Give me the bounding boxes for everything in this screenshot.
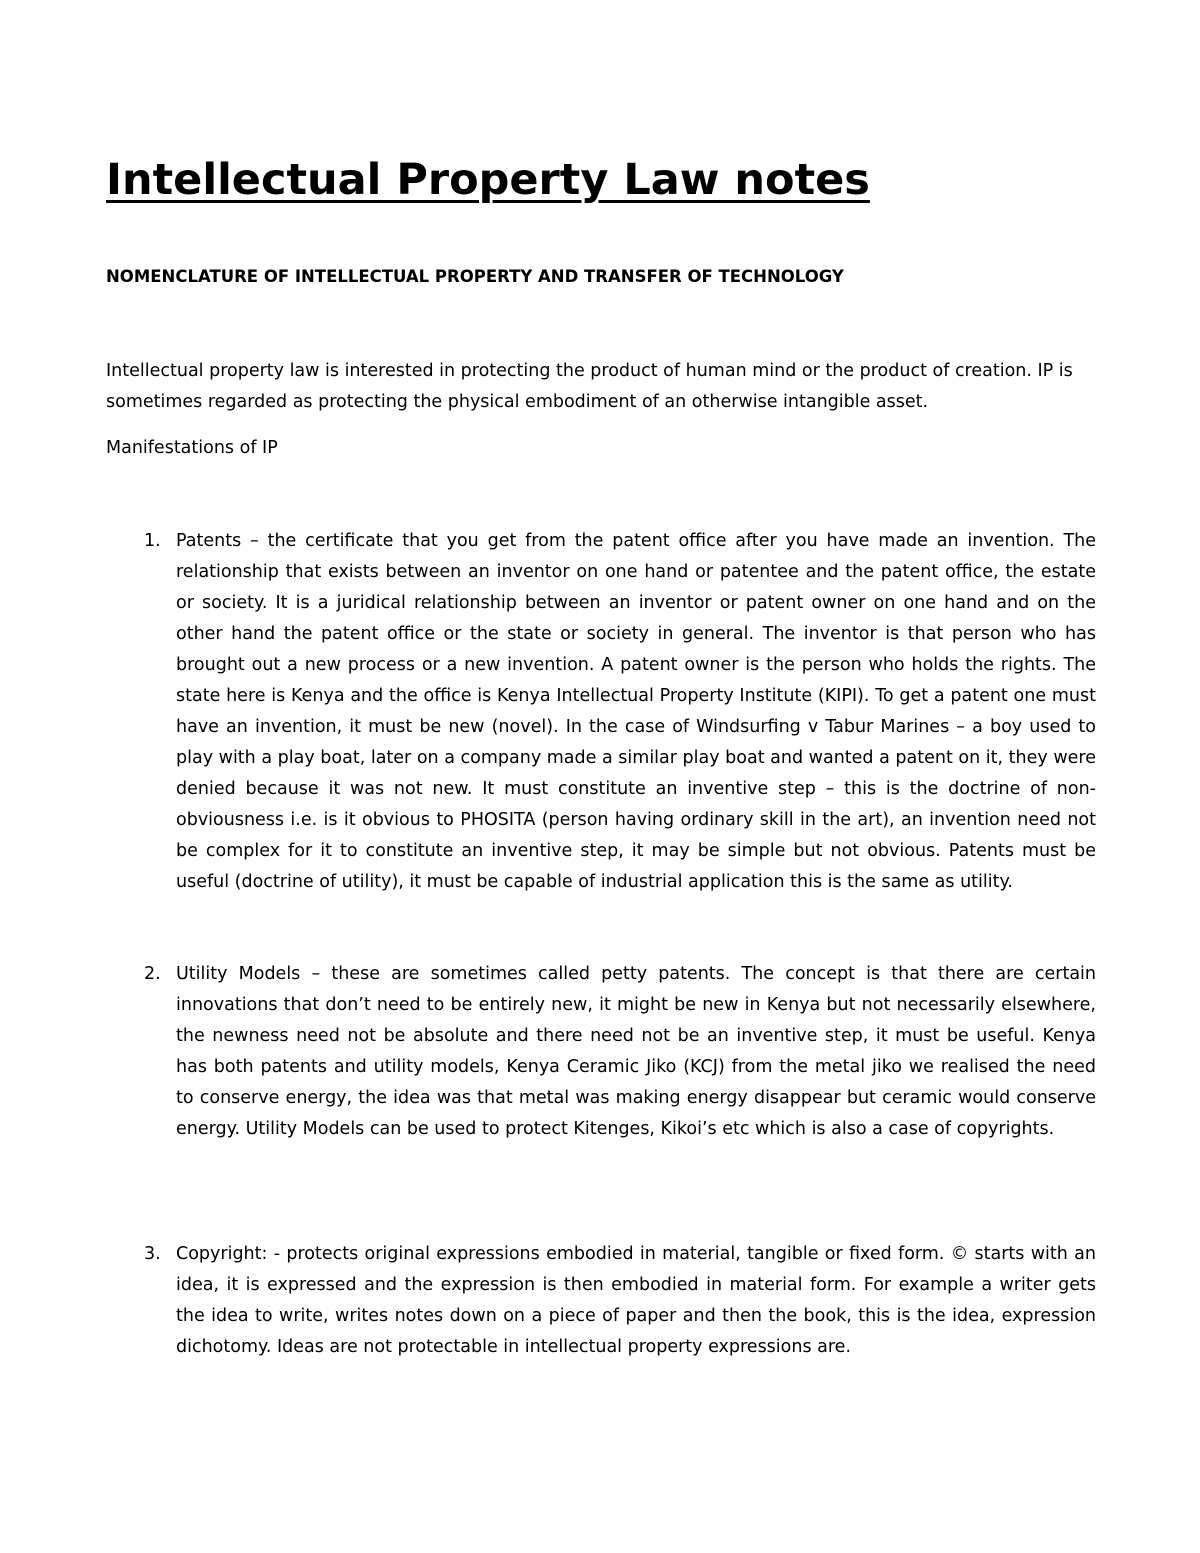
list-item-text: Copyright: - protects original expressions embodied in material, tangible or fixed form. © starts with an idea, it is expressed and the expression is then embodied in material form. For example a writer gets the idea to write, writes notes down on a piece of paper and then the book, this is the idea, expression dichotomy. Ideas are not protectable in intellectual property expressions are. (176, 1244, 1096, 1357)
intro-paragraph: Intellectual property law is interested in protecting the product of human mind or the product of creation. IP is sometimes regarded as protecting the physical embodiment of an otherwise intangible asset. (106, 361, 1073, 412)
list-item-number: 2. (144, 964, 161, 984)
document-page (106, 0, 1102, 1553)
list-item-text: Utility Models – these are sometimes called petty patents. The concept is that there are certain innovations that don’t need to be entirely new, it might be new in Kenya but not necessarily elsewhere, the newness need not be absolute and there need not be an inventive step, it must be useful. Kenya has both patents and utility models, Kenya Ceramic Jiko (KCJ) from the metal jiko we realised the need to conserve energy, the idea was that metal was making energy disappear but ceramic would conserve energy. Utility Models can be used to protect Kitenges, Kikoi’s etc which is also a case of copyrights. (176, 964, 1096, 1139)
list-item-number: 3. (144, 1244, 161, 1264)
document-title: Intellectual Property Law notes (106, 155, 870, 205)
manifestations-heading: Manifestations of IP (106, 438, 278, 458)
section-heading: NOMENCLATURE OF INTELLECTUAL PROPERTY AND TRANSFER OF TECHNOLOGY (106, 267, 844, 286)
list-item-number: 1. (144, 531, 161, 551)
list-item-text: Patents – the certificate that you get from the patent office after you have made an invention. The relationship that exists between an inventor on one hand or patentee and the patent office, the estate or society. It is a juridical relationship between an inventor or patent owner on one hand and on the other hand the patent office or the state or society in general. The inventor is that person who has brought out a new process or a new invention. A patent owner is the person who holds the rights. The state here is Kenya and the office is Kenya Intellectual Property Institute (KIPI). To get a patent one must have an invention, it must be new (novel). In the case of Windsurfing v Tabur Marines – a boy used to play with a play boat, later on a company made a similar play boat and wanted a patent on it, they were denied because it was not new. It must constitute an inventive step – this is the doctrine of non-obviousness i.e. is it obvious to PHOSITA (person having ordinary skill in the art), an invention need not be complex for it to constitute an inventive step, it may be simple but not obvious. Patents must be useful (doctrine of utility), it must be capable of industrial application this is the same as utility. (176, 531, 1096, 892)
